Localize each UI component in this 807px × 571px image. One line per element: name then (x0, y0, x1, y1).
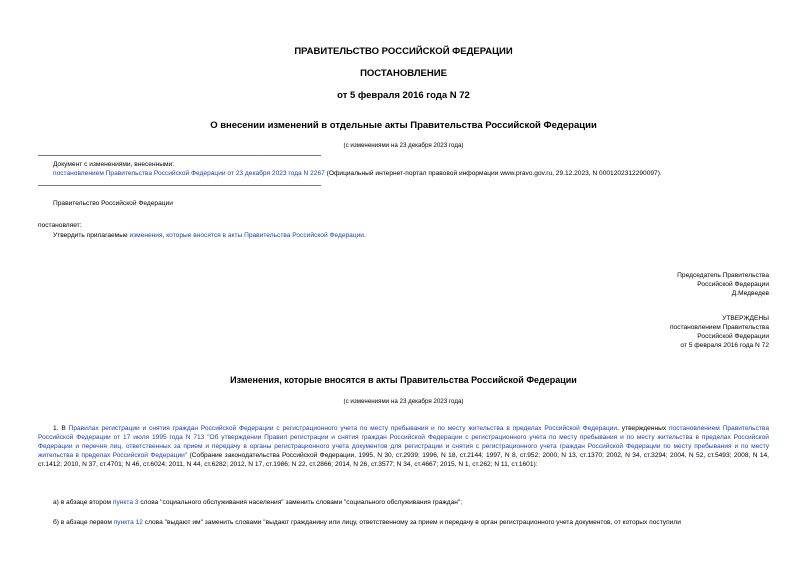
preamble-government: Правительство Российской Федерации (53, 200, 173, 207)
changes-box-label: Документ с изменениями, внесенными: (53, 161, 175, 168)
amending-act-link[interactable]: постановлением Правительства Российской Федерации от 23 декабря 2023 года N 2267 (53, 170, 325, 177)
doc-date-heading: от 5 февраля 2016 года N 72 (337, 90, 470, 101)
government-heading: ПРАВИТЕЛЬСТВО РОССИЙСКОЙ ФЕДЕРАЦИИ (294, 46, 513, 57)
resolution-713-link[interactable]: постановлением Правительства Российской Федерации от 17 июля 1995 года N 713 "Об утверждении Правил регистрации и снятия граждан Российской Федерации с регистрационного учета по месту пребывания и по месту жительства в пределах Российской Федерации и перечня лиц, ответственных за прием и передачу в органы регистрационного учета документов для регистрации и снятия с регистрационного учета граждан Российской Федерации по месту пребывания и по месту жительства в пределах Российской Федерации" (38, 425, 770, 459)
paragraph-b: б) в абзаце первом пункта 12 слова "выдают им" заменить словами "выдают гражданину или лицу, ответственному за прием и передачу в орган регистрационного учета документов, от которых поступили (53, 519, 681, 526)
preamble-approve: Утвердить прилагаемые изменения, которые вносятся в акты Правительства Российской Федерации. (53, 232, 366, 239)
changes-box-bottom-rule (38, 185, 321, 186)
changes-edition-note: (с изменениями на 23 декабря 2023 года) (343, 398, 464, 405)
changes-title: Изменения, которые вносятся в акты Правительства Российской Федерации (230, 375, 577, 385)
paragraph-1: 1. В Правилах регистрации и снятия граждан Российской Федерации с регистрационного учета по месту пребывания и по месту жительства в пределах Российской Федерации, утвержденных постановлением Правительства Российской Федерации от 17 июля 1995 года N 713 "Об утверждении Правил регистрации и снятия граждан Российской Федерации с регистрационного учета по месту пребывания и по месту жительства в пределах Российской Федерации и перечня лиц, ответственных за прием и передачу в органы регистрационного учета документов для регистрации и снятия с регистрационного учета граждан Российской Федерации по месту пребывания и по месту жительства в пределах Российской Федерации" (Собрание законодательства Российской Федерации, 1995, N 30, ст.2939; 1996, N 18, ст.2144; 1997, N 8, ст.952; 2000, N 13, ст.1370; 2002, N 34, ст.3294; 2004, N 52, ст.5493; 2008, N 14, ст.1412; 2010, N 37, ст.4701; N 46, ст.6024; 2011, N 44, ст.6282; 2012, N 17, ст.1986; N 22, ст.2866; 2014, N 26, ст.3577; N 34, ст.4667; 2015, N 1, ст.262; N 11, ст.1601): (38, 425, 770, 468)
point-3-link[interactable]: пункта 3 (112, 499, 139, 506)
changes-box-top-rule (38, 155, 321, 156)
paragraph-a: а) в абзаце втором пункта 3 слова "социального обслуживания населения" заменить словами "социального обслуживания граждан"; (53, 499, 463, 506)
approval-line-3: Российской Федерации (697, 333, 769, 340)
preamble-decides: постановляет: (38, 222, 82, 229)
doc-title: О внесении изменений в отдельные акты Правительства Российской Федерации (210, 120, 597, 131)
amending-act-source: (Официальный интернет-портал правовой информации www.pravo.gov.ru, 29.12.2023, N 0001202312290097). (324, 170, 662, 177)
registration-rules-link[interactable]: Правилах регистрации и снятия граждан Российской Федерации с регистрационного учета по месту пребывания и по месту жительства в пределах Российской Федерации (68, 425, 618, 432)
changes-box-reference (53, 169, 662, 178)
signature-position: Председатель Правительства (677, 272, 769, 279)
approval-title: УТВЕРЖДЕНЫ (722, 315, 769, 322)
point-12-link[interactable]: пункта 12 (113, 519, 143, 526)
signature-block (677, 271, 769, 298)
approval-stamp (670, 314, 769, 350)
approval-line-4: от 5 февраля 2016 года N 72 (680, 342, 769, 349)
signature-name: Д.Медведев (731, 290, 769, 297)
doc-type-heading: ПОСТАНОВЛЕНИЕ (360, 68, 447, 79)
approval-line-2: постановлением Правительства (669, 324, 769, 331)
signature-country: Российской Федерации (697, 281, 769, 288)
approved-changes-link[interactable]: изменения, которые вносятся в акты Правительства Российской Федерации (129, 232, 364, 239)
edition-note: (с изменениями на 23 декабря 2023 года) (343, 142, 464, 149)
